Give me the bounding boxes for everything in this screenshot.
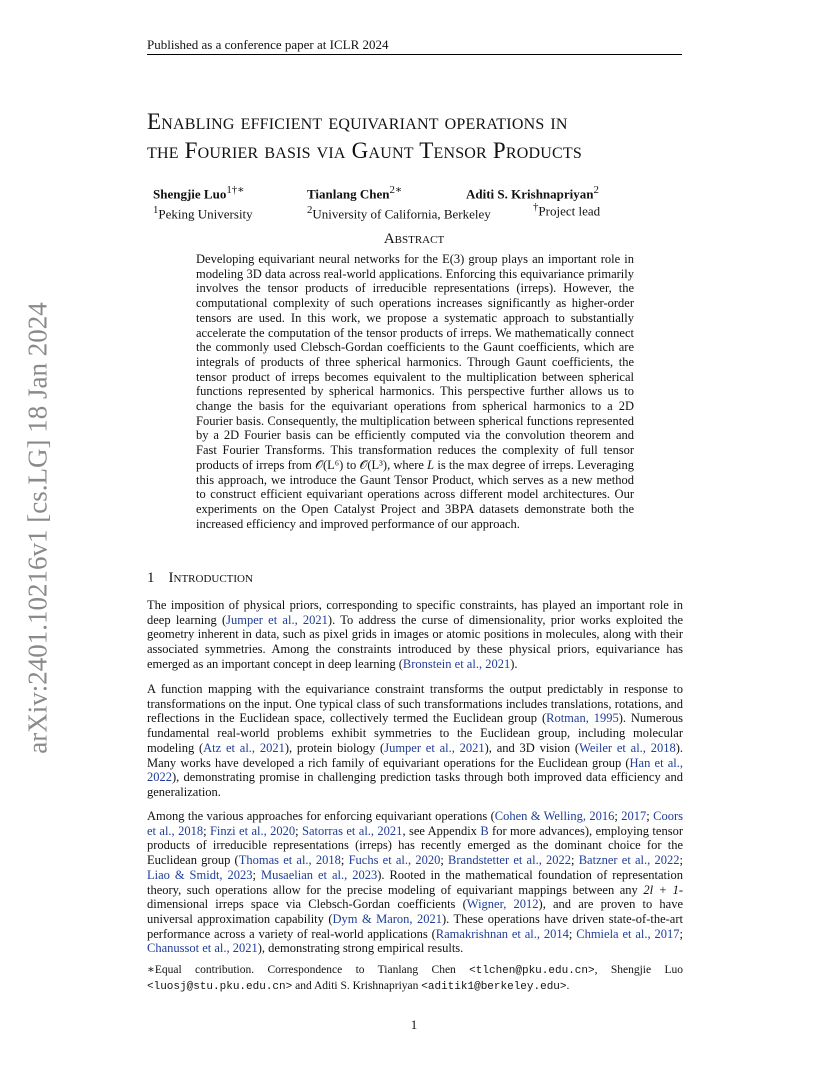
author-marks: 2∗ bbox=[389, 184, 403, 196]
affiliation: University of California, Berkeley bbox=[312, 206, 491, 222]
abstract-text: , where bbox=[387, 457, 424, 472]
paragraph-text: ; bbox=[614, 809, 622, 823]
citation-link[interactable]: Coors et al., 2018 bbox=[147, 809, 683, 838]
paragraph-text: ; bbox=[679, 853, 683, 868]
arxiv-stamp[interactable]: arXiv:2401.10216v1 [cs.LG] 18 Jan 2024 bbox=[22, 302, 53, 754]
citation-link[interactable]: Musaelian et al., 2023 bbox=[260, 867, 378, 882]
paragraph-text: ; bbox=[252, 867, 261, 882]
paragraph-1 bbox=[147, 598, 683, 672]
paragraph-text: ; bbox=[646, 809, 654, 823]
citation-link[interactable]: Chmiela et al., 2017 bbox=[576, 926, 680, 941]
paragraph-text: ). To address the curse of dimensionality, prior works exploited the geometry inherent in data, such as pixel grids in images or atomic positions in molecules, along with their associated symmetries. Among the constraints introduced by these physical priors, equivariance has emerged as an important concept in deep learning ( bbox=[147, 612, 683, 671]
math-complexity-old: 𝒪(L⁶) bbox=[315, 457, 344, 472]
paragraph-text: ; bbox=[340, 853, 349, 868]
author-name: Aditi S. Krishnapriyan bbox=[466, 186, 594, 202]
paragraph-text: ). Numerous fundamental real-world problems exhibit symmetries to the Euclidean group, including molecular modeling ( bbox=[147, 711, 683, 755]
abstract-heading: Abstract bbox=[383, 231, 445, 247]
paragraph-text: -dimensional irreps space via Clebsch-Gordan coefficients ( bbox=[147, 882, 683, 912]
paragraph-text: . bbox=[566, 980, 570, 992]
citation-link[interactable]: Dym & Maron, 2021 bbox=[332, 911, 442, 926]
citation-link[interactable]: Liao & Smidt, 2023 bbox=[147, 867, 253, 882]
paragraph-text: and Aditi S. Krishnapriyan bbox=[292, 980, 422, 992]
author-1 bbox=[153, 182, 253, 223]
citation-link[interactable]: Chanussot et al., 2021 bbox=[147, 941, 258, 956]
author-name: Shengjie Luo bbox=[153, 186, 227, 202]
paragraph-2 bbox=[147, 682, 683, 800]
section-heading bbox=[147, 570, 253, 587]
citation-link[interactable]: Thomas et al., 2018 bbox=[238, 853, 341, 868]
paragraph-text: ; bbox=[203, 823, 210, 838]
paragraph-text: Among the various approaches for enforcing equivariant operations ( bbox=[147, 809, 495, 823]
footnote bbox=[147, 963, 683, 995]
paragraph-text: ; bbox=[679, 926, 683, 941]
section-title: Introduction bbox=[168, 570, 253, 586]
paragraph-text: A function mapping with the equivariance constraint transforms the output predictably in response to transformations on the input. One typical class of such transformations includes translations, rotations, and reflections in the Euclidean space, collectively termed the Euclidean group ( bbox=[147, 682, 683, 726]
affiliation-mark: 2 bbox=[307, 204, 313, 217]
paragraph-text: ∗Equal contribution. Correspondence to Tianlang Chen bbox=[147, 964, 470, 976]
abstract-text: Developing equivariant neural networks for the E(3) group plays an important role in modeling 3D data across real-world applications. Enforcing this equivariance primarily involves the tensor products of irreducible representations (irreps). However, the computational complexity of such operations increases significantly as higher-order tensors are used. In this work, we propose a systematic approach to substantially accelerate the computation of the tensor products of irreps. We mathematically connect the commonly used Clebsch-Gordan coefficients to the Gaunt coefficients, which are integrals of products of three spherical harmonics. Through Gaunt coefficients, the tensor product of irreps becomes equivalent to the multiplication between spherical functions represented by spherical harmonics. This perspective further allows us to change the basis for the equivariant operations from spherical harmonics to a 2D Fourier basis. Consequently, the multiplication between spherical functions represented by a 2D Fourier basis can be efficiently computed via the convolution theorem and Fast Fourier Transforms. This transformation reduces the complexity of full tensor products of irreps from bbox=[196, 252, 634, 472]
citation-link[interactable]: Weiler et al., 2018 bbox=[579, 740, 676, 755]
math-variable: L bbox=[427, 457, 435, 472]
math-complexity-new: 𝒪(L³) bbox=[359, 457, 388, 472]
author-marks: 2 bbox=[593, 184, 599, 196]
section-number: 1 bbox=[147, 570, 155, 586]
affiliation: Peking University bbox=[158, 206, 253, 222]
affiliation-mark: 1 bbox=[153, 204, 159, 217]
abstract-text: is the max degree of irreps. Leveraging this approach, we introduce the Gaunt Tensor Product, which serves as a new method to construct efficient equivariant operations across different model architectures. Our experiments on the Open Catalyst Project and 3BPA datasets demonstrate both the increased efficiency and improved performance of our approach. bbox=[196, 457, 634, 531]
citation-link[interactable]: B bbox=[480, 823, 489, 838]
author-marks: 1†∗ bbox=[226, 184, 245, 196]
paragraph-text: ), and 3D vision ( bbox=[484, 740, 580, 755]
author-name: Tianlang Chen bbox=[307, 186, 390, 202]
paper-title bbox=[147, 107, 707, 165]
citation-link[interactable]: Jumper et al., 2021 bbox=[384, 740, 485, 755]
citation-link[interactable]: Batzner et al., 2022 bbox=[578, 853, 680, 868]
abstract-body bbox=[196, 252, 634, 531]
paragraph-text: , see Appendix bbox=[402, 823, 481, 838]
email-address[interactable]: <aditik1@berkeley.edu> bbox=[421, 981, 567, 993]
citation-link[interactable]: Bronstein et al., 2021 bbox=[402, 656, 511, 671]
citation-link[interactable]: Brandstetter et al., 2022 bbox=[448, 853, 572, 868]
email-address[interactable]: <luosj@stu.pku.edu.cn> bbox=[147, 981, 293, 993]
paragraph-text: ; bbox=[440, 853, 449, 868]
paragraph-text: , Shengjie Luo bbox=[594, 964, 683, 976]
author-2 bbox=[307, 182, 491, 223]
paragraph-text: ; bbox=[568, 926, 577, 941]
citation-link[interactable]: 2017 bbox=[621, 809, 647, 823]
paragraph-text: ), demonstrating promise in challenging prediction tasks through both improved data efficiency and generalization. bbox=[147, 770, 683, 799]
citation-link[interactable]: Wigner, 2012 bbox=[466, 897, 539, 912]
title-line-1: Enabling efficient equivariant operations in bbox=[147, 109, 568, 134]
paragraph-text: ). Many works have developed a rich family of equivariant operations for the Euclidean group ( bbox=[147, 740, 683, 770]
header-rule bbox=[147, 54, 682, 55]
paragraph-text: ), protein biology ( bbox=[284, 740, 385, 755]
paragraph-text: for more advances), employing tensor products of irreducible representations (irreps) has recently emerged as the dominant choice for the Euclidean group ( bbox=[147, 823, 683, 868]
affiliation: Project lead bbox=[538, 203, 601, 219]
paragraph-text: ). Rooted in the mathematical foundation of representation theory, such operations allow for the precise modeling of equivariant mappings between any bbox=[147, 867, 684, 897]
paragraph-text: ; bbox=[295, 823, 302, 838]
citation-link[interactable]: Atz et al., 2021 bbox=[203, 740, 285, 755]
math-expression: 2l + 1 bbox=[643, 882, 679, 897]
project-lead-note bbox=[533, 199, 600, 219]
paragraph-text: ), demonstrating strong empirical results. bbox=[257, 941, 464, 956]
citation-link[interactable]: Han et al., 2022 bbox=[147, 755, 683, 785]
paragraph-text: ). bbox=[510, 656, 518, 671]
title-line-2: the Fourier basis via Gaunt Tensor Products bbox=[147, 138, 582, 163]
paragraph-text: ). These operations have driven state-of-the-art performance across a variety of real-world applications ( bbox=[147, 911, 683, 941]
conference-header: Published as a conference paper at ICLR 2024 bbox=[147, 37, 389, 52]
citation-link[interactable]: Finzi et al., 2020 bbox=[209, 823, 296, 838]
citation-link[interactable]: Satorras et al., 2021 bbox=[302, 823, 403, 838]
citation-link[interactable]: Rotman, 1995 bbox=[546, 711, 619, 726]
paragraph-text: ; bbox=[571, 853, 579, 868]
citation-link[interactable]: Cohen & Welling, 2016 bbox=[494, 809, 615, 823]
affiliation-mark: † bbox=[533, 201, 539, 213]
email-address[interactable]: <tlchen@pku.edu.cn> bbox=[469, 965, 595, 977]
paragraph-text: The imposition of physical priors, corresponding to specific constraints, has played an important role in deep learning ( bbox=[147, 598, 683, 627]
citation-link[interactable]: Fuchs et al., 2020 bbox=[348, 853, 441, 868]
paragraph-3 bbox=[147, 809, 683, 956]
citation-link[interactable]: Jumper et al., 2021 bbox=[226, 612, 328, 627]
paragraph-text: ), and are proven to have universal approximation capability ( bbox=[147, 897, 684, 926]
abstract-text: to bbox=[346, 457, 357, 472]
citation-link[interactable]: Ramakrishnan et al., 2014 bbox=[435, 926, 569, 941]
page-number: 1 bbox=[410, 1017, 418, 1032]
